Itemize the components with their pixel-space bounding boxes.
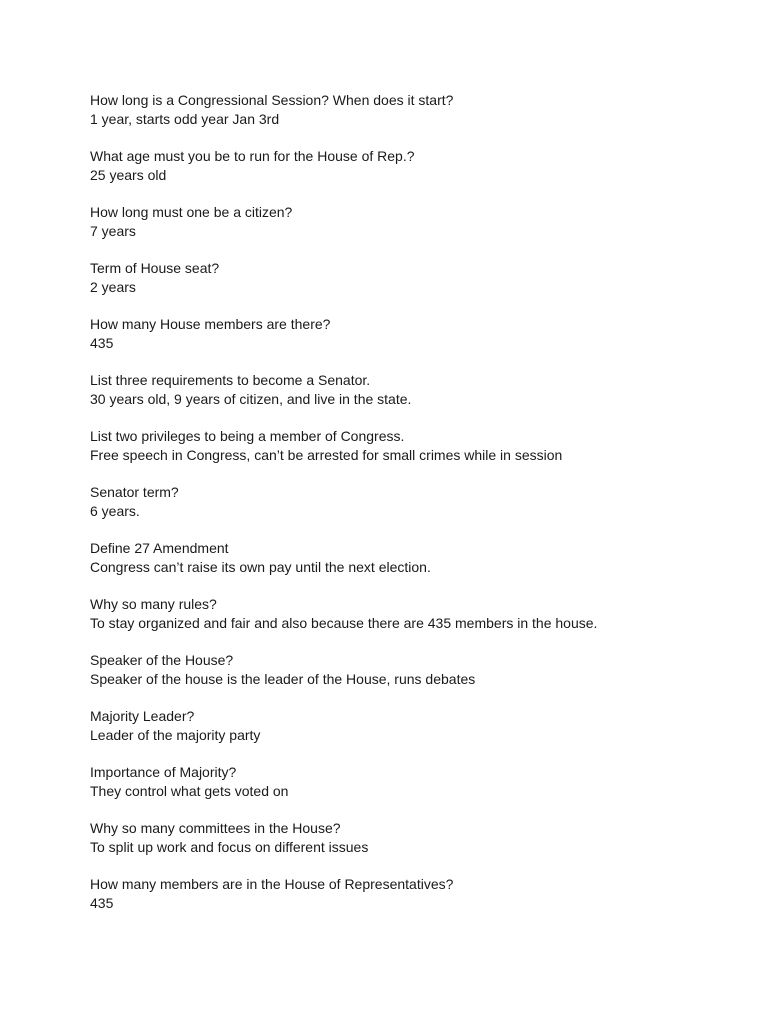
answer-text: Speaker of the house is the leader of the House, runs debates — [90, 671, 476, 687]
question-text: How long is a Congressional Session? When does it start? — [90, 92, 454, 108]
qa-item — [90, 147, 730, 185]
qa-item — [90, 875, 730, 913]
answer-text: To stay organized and fair and also because there are 435 members in the house. — [90, 615, 598, 631]
answer-text: 6 years. — [90, 503, 140, 519]
qa-item — [90, 539, 730, 577]
answer-text: 7 years — [90, 223, 136, 239]
answer-text: 2 years — [90, 279, 136, 295]
qa-item — [90, 427, 730, 465]
qa-item — [90, 651, 730, 689]
question-text: Why so many committees in the House? — [90, 820, 341, 836]
qa-item — [90, 371, 730, 409]
answer-text: To split up work and focus on different issues — [90, 839, 369, 855]
qa-item — [90, 91, 730, 129]
qa-item — [90, 595, 730, 633]
question-text: Importance of Majority? — [90, 764, 237, 780]
answer-text: Congress can’t raise its own pay until the next election. — [90, 559, 431, 575]
answer-text: 1 year, starts odd year Jan 3rd — [90, 111, 280, 127]
question-text: How many House members are there? — [90, 316, 331, 332]
qa-item — [90, 819, 730, 857]
question-text: Term of House seat? — [90, 260, 220, 276]
qa-item — [90, 707, 730, 745]
answer-text: 25 years old — [90, 167, 167, 183]
qa-item — [90, 483, 730, 521]
question-text: Senator term? — [90, 484, 179, 500]
question-text: List three requirements to become a Senator. — [90, 372, 371, 388]
question-text: How many members are in the House of Representatives? — [90, 876, 454, 892]
question-text: Majority Leader? — [90, 708, 195, 724]
qa-item — [90, 315, 730, 353]
answer-text: 435 — [90, 335, 114, 351]
qa-item — [90, 763, 730, 801]
question-text: Speaker of the House? — [90, 652, 234, 668]
question-text: How long must one be a citizen? — [90, 204, 293, 220]
answer-text: 435 — [90, 895, 114, 911]
question-text: Define 27 Amendment — [90, 540, 229, 556]
document-page — [90, 91, 730, 931]
question-text: What age must you be to run for the House of Rep.? — [90, 148, 415, 164]
answer-text: They control what gets voted on — [90, 783, 289, 799]
question-text: List two privileges to being a member of Congress. — [90, 428, 405, 444]
answer-text: Leader of the majority party — [90, 727, 261, 743]
answer-text: Free speech in Congress, can’t be arrested for small crimes while in session — [90, 447, 563, 463]
question-text: Why so many rules? — [90, 596, 217, 612]
qa-item — [90, 203, 730, 241]
qa-item — [90, 259, 730, 297]
answer-text: 30 years old, 9 years of citizen, and live in the state. — [90, 391, 412, 407]
